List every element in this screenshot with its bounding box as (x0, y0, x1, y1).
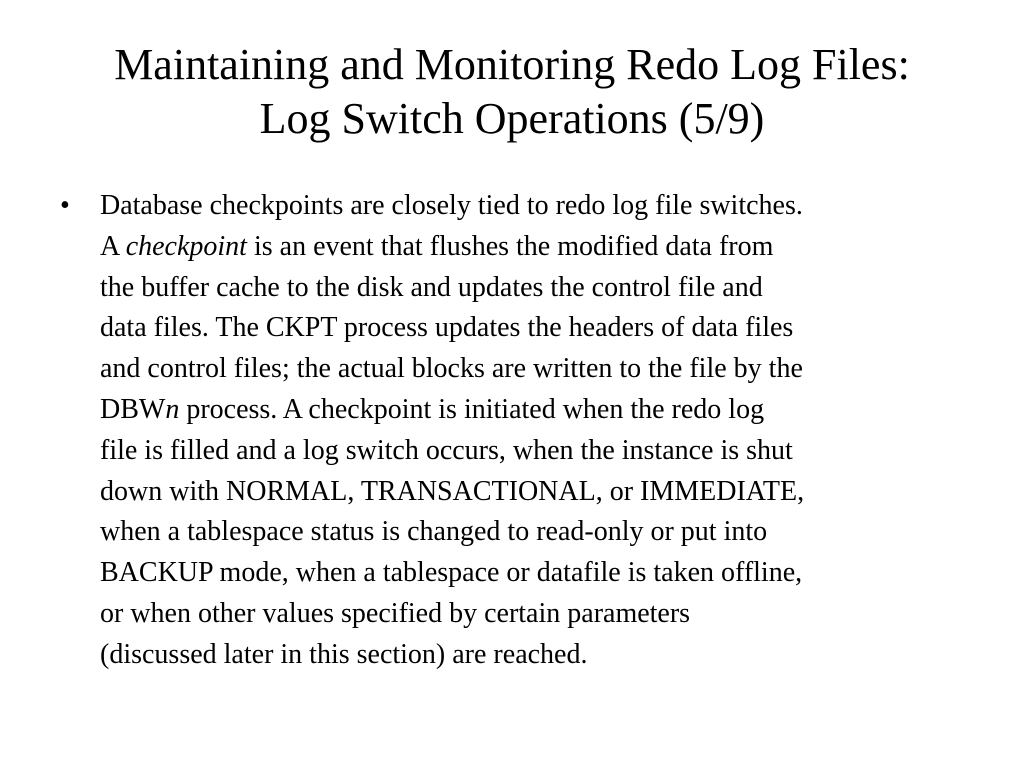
bullet-line: data files. The CKPT process updates the headers of data files (100, 312, 794, 344)
bullet-line: file is filled and a log switch occurs, when the instance is shut (100, 434, 793, 466)
bullet-line: Database checkpoints are closely tied to redo log file switches. (100, 190, 803, 221)
bullet-line (100, 390, 980, 431)
bullet-text (100, 186, 980, 676)
slide-title (0, 38, 1024, 146)
text-run: DBW (100, 393, 166, 425)
bullet-line: BACKUP mode, when a tablespace or datafile is taken offline, (100, 557, 803, 589)
bullet-line: or when other values specified by certain parameters (100, 597, 691, 629)
slide-content (60, 186, 980, 676)
bullet-line (100, 227, 980, 268)
bullet-line: when a tablespace status is changed to read-only or put into (100, 516, 768, 548)
bullet-item (60, 186, 980, 676)
bullet-line: the buffer cache to the disk and updates the control file and (100, 271, 763, 303)
bullet-marker: • (60, 190, 70, 221)
slide-title-line-2: Log Switch Operations (5/9) (259, 94, 765, 143)
text-run: A (100, 230, 126, 262)
emphasis-term: checkpoint (125, 230, 247, 262)
slide-title-line-1: Maintaining and Monitoring Redo Log Files: (114, 40, 910, 89)
text-run: process. A checkpoint is initiated when the redo log (179, 393, 765, 425)
bullet-line: down with NORMAL, TRANSACTIONAL, or IMMEDIATE, (100, 475, 805, 507)
bullet-line: and control files; the actual blocks are written to the file by the (100, 353, 803, 385)
text-run: is an event that flushes the modified data from (246, 230, 774, 262)
bullet-line: (discussed later in this section) are reached. (100, 638, 588, 670)
emphasis-term: n (165, 393, 180, 425)
